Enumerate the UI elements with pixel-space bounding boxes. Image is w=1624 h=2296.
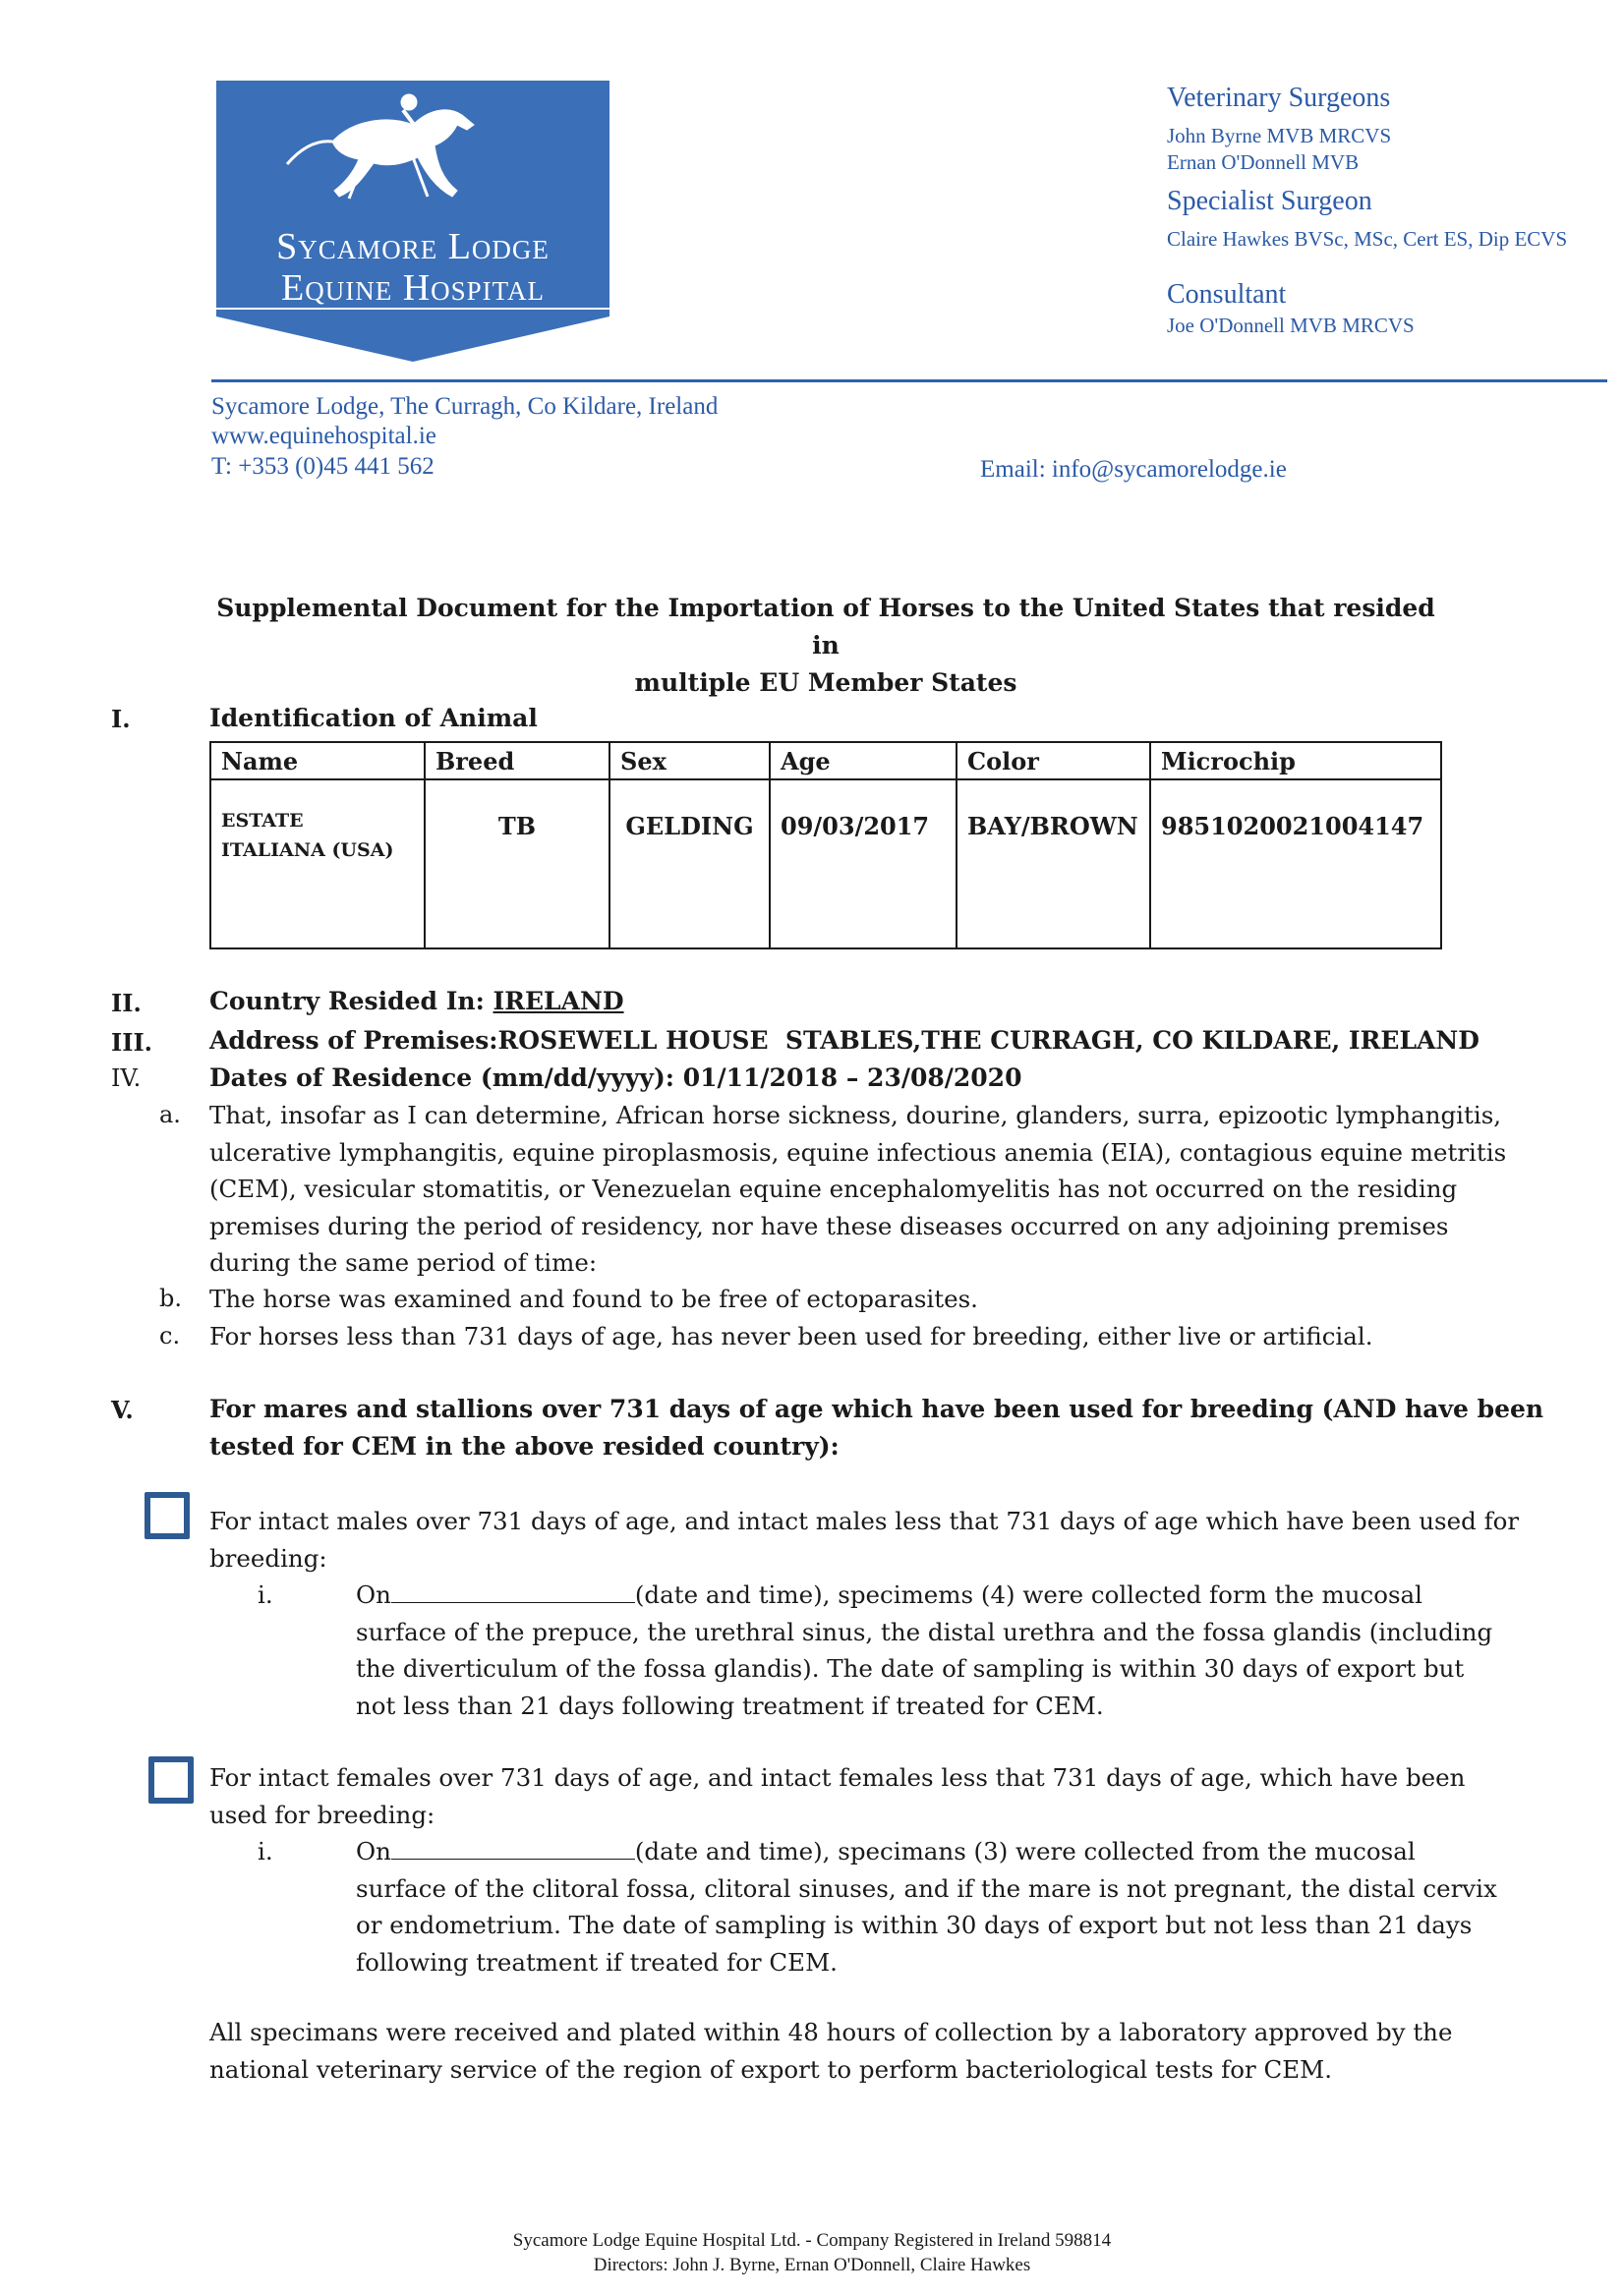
- closing-line-1: All specimans were received and plated within 48 hours of collection by a laboratory approved by the: [209, 2018, 1453, 2046]
- cell-sex: GELDING: [609, 779, 770, 948]
- item-a-line: premises during the period of residency, nor have these diseases occurred on any adjoining premises: [209, 1211, 1449, 1240]
- residence-value: 01/11/2018 – 23/08/2020: [682, 1063, 1022, 1092]
- closing-line-2: national veterinary service of the region of export to perform bacteriological tests for CEM.: [209, 2054, 1333, 2084]
- intact-males-checkbox[interactable]: [145, 1492, 190, 1539]
- vet-surgeon-2: Ernan O'Donnell MVB: [1167, 150, 1360, 174]
- item-a-line: ulcerative lymphangitis, equine piroplasmosis, equine infectious anemia (EIA), contagious equine metritis: [209, 1137, 1507, 1167]
- item-c-letter: c.: [159, 1322, 181, 1349]
- column-header-breed: Breed: [425, 742, 609, 779]
- specialist-heading: Specialist Surgeon: [1167, 186, 1372, 216]
- consultant: Joe O'Donnell MVB MRCVS: [1167, 314, 1415, 337]
- intact-males-text: [209, 1503, 1519, 1577]
- males-line-2: breeding:: [209, 1543, 327, 1573]
- column-header-age: Age: [770, 742, 957, 779]
- header-divider: [211, 379, 1607, 382]
- table-header-row: [210, 742, 1441, 779]
- vet-surgeon-1: John Byrne MVB MRCVS: [1167, 124, 1392, 147]
- section-4-numeral: IV.: [111, 1064, 142, 1092]
- item-a-text: [209, 1097, 1506, 1282]
- table-row: [210, 779, 1441, 948]
- cell-breed: TB: [425, 779, 609, 948]
- males-date-blank[interactable]: [391, 1580, 635, 1603]
- cell-microchip: 9851020021004147: [1150, 779, 1441, 948]
- males-sub-text: [356, 1577, 1492, 1724]
- logo-banner: [216, 81, 609, 362]
- males-sub-line-2: surface of the prepuce, the urethral sinus, the distal urethra and the fossa glandis (including: [356, 1617, 1493, 1646]
- section-2-numeral: II.: [111, 989, 142, 1017]
- hospital-website[interactable]: www.equinehospital.ie: [211, 423, 436, 449]
- females-sub-line-4: following treatment if treated for CEM.: [356, 1947, 838, 1977]
- item-a-line: during the same period of time:: [209, 1248, 598, 1277]
- females-sub-line-3: or endometrium. The date of sampling is within 30 days of export but not less than 21 days: [356, 1911, 1473, 1939]
- premises-value: ROSEWELL HOUSE STABLES,THE CURRAGH, CO KILDARE, IRELAND: [497, 1026, 1479, 1055]
- column-header-color: Color: [957, 742, 1150, 779]
- column-header-sex: Sex: [609, 742, 770, 779]
- logo-line-2: Equine Hospital: [281, 267, 545, 309]
- section-3-numeral: III.: [111, 1028, 153, 1057]
- document-title: [216, 590, 1435, 702]
- section-3-row: [209, 1026, 1479, 1055]
- males-sub-line-3: the diverticulum of the fossa glandis). The date of sampling is within 30 days of export but: [356, 1654, 1465, 1683]
- females-on-label: On: [356, 1837, 391, 1866]
- females-sub-line-2: surface of the clitoral fossa, clitoral sinuses, and if the mare is not pregnant, the distal cervix: [356, 1873, 1497, 1903]
- males-after-blank: (date and time), specimems (4) were collected form the mucosal: [634, 1580, 1422, 1609]
- females-sub-numeral: i.: [258, 1837, 273, 1866]
- section-5-numeral: V.: [111, 1396, 134, 1424]
- hospital-address: Sycamore Lodge, The Curragh, Co Kildare, Ireland: [211, 393, 719, 420]
- country-value: IRELAND: [493, 987, 624, 1015]
- females-line-2: used for breeding:: [209, 1800, 435, 1829]
- section-1-numeral: I.: [111, 705, 131, 733]
- females-sub-line-1: [356, 1833, 1497, 1870]
- residence-label: Dates of Residence (mm/dd/yyyy):: [209, 1063, 683, 1092]
- hospital-email[interactable]: Email: info@sycamorelodge.ie: [980, 456, 1287, 483]
- logo-line-1: Sycamore Lodge: [276, 226, 550, 267]
- intact-females-checkbox[interactable]: [148, 1756, 194, 1804]
- hospital-phone: T: +353 (0)45 441 562: [211, 453, 435, 480]
- males-sub-line-4: not less than 21 days following treatment if treated for CEM.: [356, 1691, 1104, 1720]
- logo-title: [216, 226, 609, 309]
- title-line-1: Supplemental Document for the Importation of Horses to the United States that resided in: [216, 594, 1435, 660]
- item-b-letter: b.: [159, 1285, 182, 1312]
- section-1-heading: Identification of Animal: [209, 704, 538, 732]
- consultant-heading: Consultant: [1167, 279, 1287, 310]
- vet-surgeons-heading: Veterinary Surgeons: [1167, 83, 1391, 113]
- females-date-blank[interactable]: [391, 1837, 635, 1860]
- cell-color: BAY/BROWN: [957, 779, 1150, 948]
- section-5-heading-line-2: tested for CEM in the above resided country):: [209, 1431, 840, 1461]
- hospital-logo: [216, 81, 609, 362]
- footer-company: Sycamore Lodge Equine Hospital Ltd. - Company Registered in Ireland 598814: [512, 2230, 1112, 2251]
- item-a-line: (CEM), vesicular stomatitis, or Venezuelan equine encephalomyelitis has not occurred on the residing: [209, 1175, 1458, 1203]
- closing-statement: [209, 2014, 1452, 2088]
- section-2-row: [209, 987, 624, 1015]
- intact-females-text: [209, 1759, 1465, 1833]
- page-footer: [0, 2228, 1624, 2277]
- column-header-name: Name: [210, 742, 425, 779]
- column-header-microchip: Microchip: [1150, 742, 1441, 779]
- cell-name: ESTATE ITALIANA (USA): [210, 779, 425, 948]
- item-c-text: For horses less than 731 days of age, has never been used for breeding, either live or artificial.: [209, 1322, 1373, 1350]
- cell-age: 09/03/2017: [770, 779, 957, 948]
- males-line-1: For intact males over 731 days of age, and intact males less that 731 days of age which have been used for: [209, 1507, 1520, 1535]
- section-5-heading: [209, 1391, 1543, 1464]
- females-line-1: For intact females over 731 days of age, and intact females less that 731 days of age, which have been: [209, 1763, 1466, 1792]
- section-4-row: [209, 1063, 1021, 1092]
- females-after-blank: (date and time), specimans (3) were collected from the mucosal: [634, 1837, 1416, 1866]
- females-sub-text: [356, 1833, 1497, 1980]
- specialist-surgeon: Claire Hawkes BVSc, MSc, Cert ES, Dip ECVS: [1167, 227, 1568, 251]
- premises-label: Address of Premises:: [209, 1026, 498, 1055]
- item-a-line: That, insofar as I can determine, African horse sickness, dourine, glanders, surra, epizootic lymphangitis,: [209, 1101, 1502, 1129]
- section-5-heading-line-1: For mares and stallions over 731 days of age which have been used for breeding (AND have been: [209, 1395, 1544, 1423]
- item-a-letter: a.: [159, 1101, 181, 1128]
- item-b-text: The horse was examined and found to be free of ectoparasites.: [209, 1285, 978, 1313]
- country-label: Country Resided In:: [209, 987, 493, 1015]
- males-sub-line-1: [356, 1577, 1492, 1614]
- title-line-2: multiple EU Member States: [634, 668, 1017, 697]
- males-sub-numeral: i.: [258, 1580, 273, 1609]
- animal-identification-table: [209, 741, 1442, 949]
- males-on-label: On: [356, 1580, 391, 1609]
- footer-directors: Directors: John J. Byrne, Ernan O'Donnell, Claire Hawkes: [593, 2255, 1031, 2275]
